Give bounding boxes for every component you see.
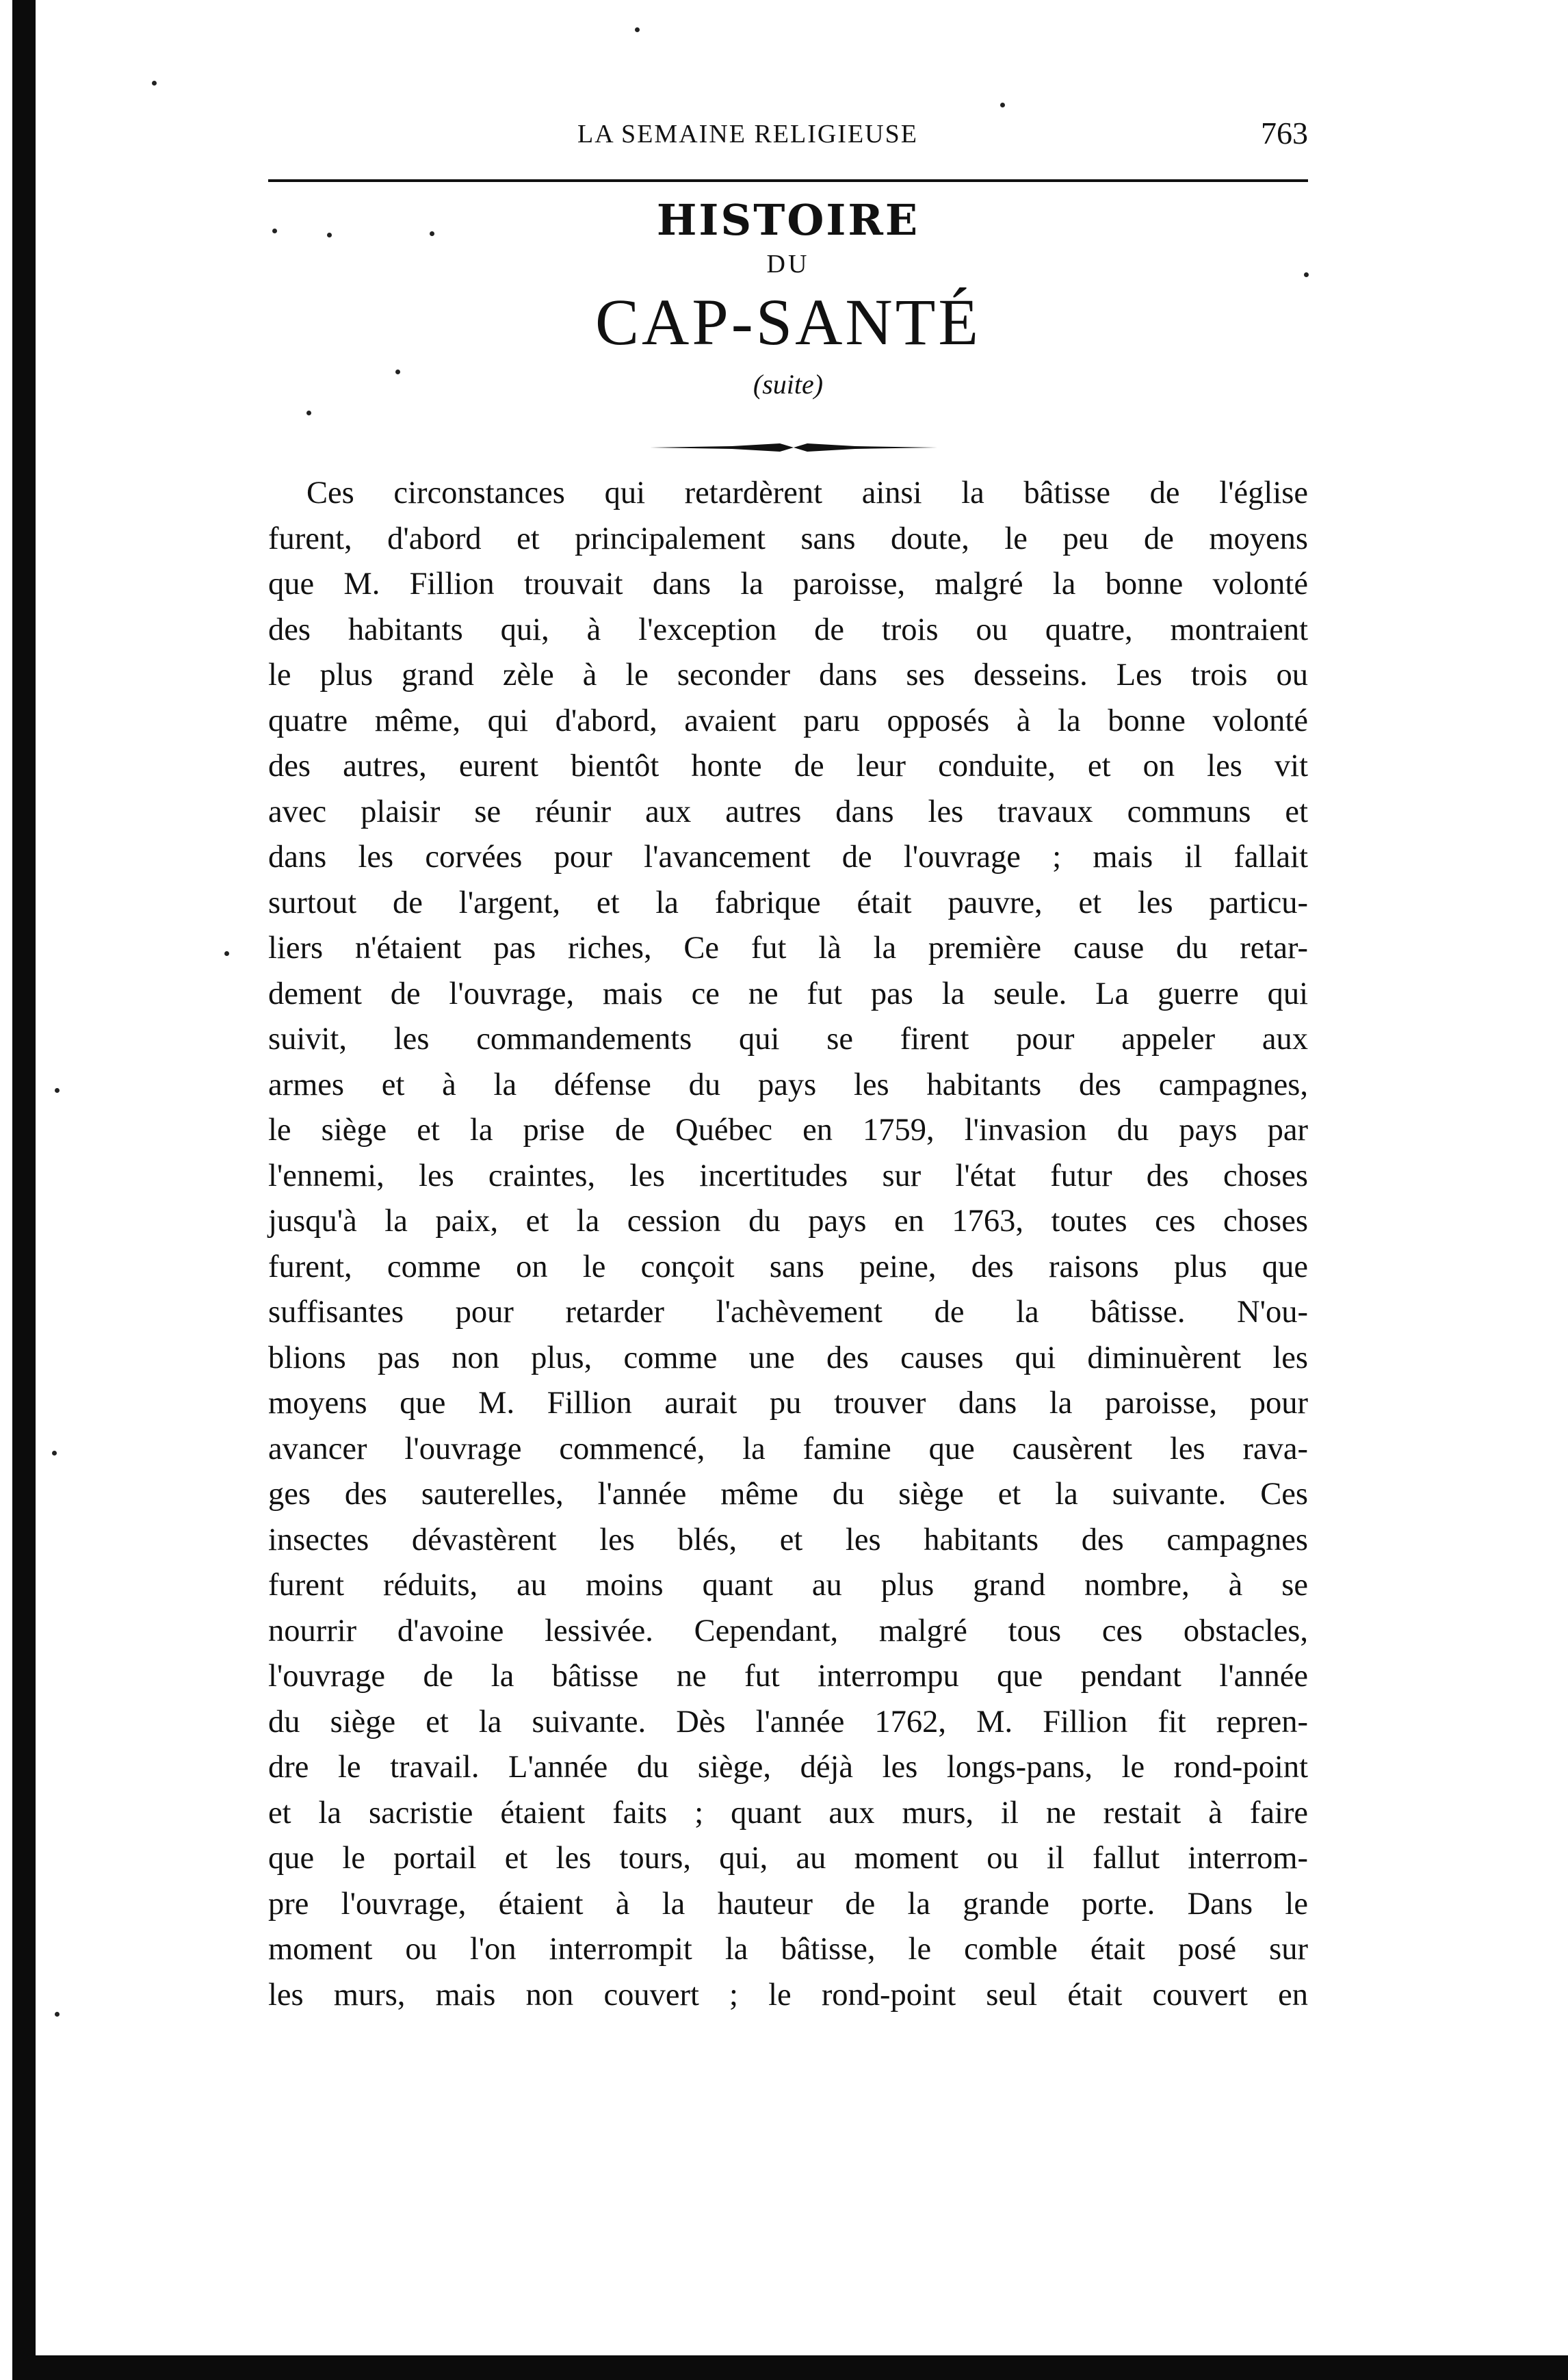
body-line: dans les corvées pour l'avancement de l'ouvrage ; mais il fallait bbox=[268, 840, 1308, 875]
body-line: moyens que M. Fillion aurait pu trouver dans la paroisse, pour bbox=[268, 1386, 1308, 1421]
body-line: insectes dévastèrent les blés, et les habitants des campagnes bbox=[268, 1522, 1308, 1557]
body-line: dement de l'ouvrage, mais ce ne fut pas la seule. La guerre qui bbox=[268, 976, 1308, 1011]
body-line: que le portail et les tours, qui, au moment ou il fallut interrom- bbox=[268, 1841, 1308, 1876]
body-line: furent, d'abord et principalement sans doute, le peu de moyens bbox=[268, 521, 1308, 556]
body-line: suffisantes pour retarder l'achèvement de la bâtisse. N'ou- bbox=[268, 1295, 1308, 1330]
running-header bbox=[268, 115, 1308, 156]
body-line: et la sacristie étaient faits ; quant aux murs, il ne restait à faire bbox=[268, 1795, 1308, 1831]
body-line: furent réduits, au moins quant au plus grand nombre, à se bbox=[268, 1568, 1308, 1603]
body-line: le plus grand zèle à le seconder dans ses desseins. Les trois ou bbox=[268, 658, 1308, 693]
body-line: avec plaisir se réunir aux autres dans les travaux communs et bbox=[268, 794, 1308, 829]
article-title-place: CAP-SANTÉ bbox=[594, 285, 982, 359]
body-line: les murs, mais non couvert ; le rond-point seul était couvert en bbox=[268, 1977, 1308, 2013]
body-line: quatre même, qui d'abord, avaient paru opposés à la bonne volonté bbox=[268, 703, 1308, 738]
scan-left-edge bbox=[12, 0, 36, 2380]
body-line: jusqu'à la paix, et la cession du pays en 1763, toutes ces choses bbox=[268, 1204, 1308, 1239]
article-subtitle: (suite) bbox=[753, 369, 824, 400]
article-title: HISTOIRE bbox=[656, 195, 920, 245]
title-ornament-rule bbox=[650, 441, 937, 454]
body-line: furent, comme on le conçoit sans peine, des raisons plus que bbox=[268, 1249, 1308, 1284]
body-line: avancer l'ouvrage commencé, la famine que causèrent les rava- bbox=[268, 1431, 1308, 1466]
body-line: surtout de l'argent, et la fabrique était pauvre, et les particu- bbox=[268, 885, 1308, 920]
running-title: LA SEMAINE RELIGIEUSE bbox=[577, 120, 918, 148]
body-line: armes et à la défense du pays les habitants des campagnes, bbox=[268, 1067, 1308, 1102]
body-line: que M. Fillion trouvait dans la paroisse, malgré la bonne volonté bbox=[268, 567, 1308, 602]
article-body bbox=[268, 471, 1308, 2018]
body-line: des autres, eurent bientôt honte de leur conduite, et on les vit bbox=[268, 749, 1308, 784]
body-line: blions pas non plus, comme une des causes qui diminuèrent les bbox=[268, 1340, 1308, 1375]
article-title-block bbox=[268, 194, 1308, 406]
body-line: ges des sauterelles, l'année même du siège et la suivante. Ces bbox=[268, 1477, 1308, 1512]
body-line: suivit, les commandements qui se firent pour appeler aux bbox=[268, 1022, 1308, 1057]
body-line: pre l'ouvrage, étaient à la hauteur de la grande porte. Dans le bbox=[268, 1886, 1308, 1922]
body-line: nourrir d'avoine lessivée. Cependant, malgré tous ces obstacles, bbox=[268, 1613, 1308, 1648]
page-number: 763 bbox=[1261, 116, 1308, 151]
body-line: l'ennemi, les craintes, les incertitudes sur l'état futur des choses bbox=[268, 1158, 1308, 1193]
body-line: des habitants qui, à l'exception de trois ou quatre, montraient bbox=[268, 612, 1308, 647]
body-line: du siège et la suivante. Dès l'année 1762, M. Fillion fit repren- bbox=[268, 1704, 1308, 1739]
body-line: moment ou l'on interrompit la bâtisse, le comble était posé sur bbox=[268, 1932, 1308, 1967]
body-line: l'ouvrage de la bâtisse ne fut interrompu que pendant l'année bbox=[268, 1659, 1308, 1694]
header-rule bbox=[268, 179, 1308, 182]
article-title-connector: DU bbox=[766, 250, 810, 279]
scan-bottom-edge bbox=[12, 2355, 1568, 2380]
body-line: le siège et la prise de Québec en 1759, l'invasion du pays par bbox=[268, 1113, 1308, 1148]
body-line: liers n'étaient pas riches, Ce fut là la première cause du retar- bbox=[268, 931, 1308, 966]
body-line: Ces circonstances qui retardèrent ainsi la bâtisse de l'église bbox=[306, 476, 1308, 510]
body-line: dre le travail. L'année du siège, déjà les longs-pans, le rond-point bbox=[268, 1750, 1308, 1785]
